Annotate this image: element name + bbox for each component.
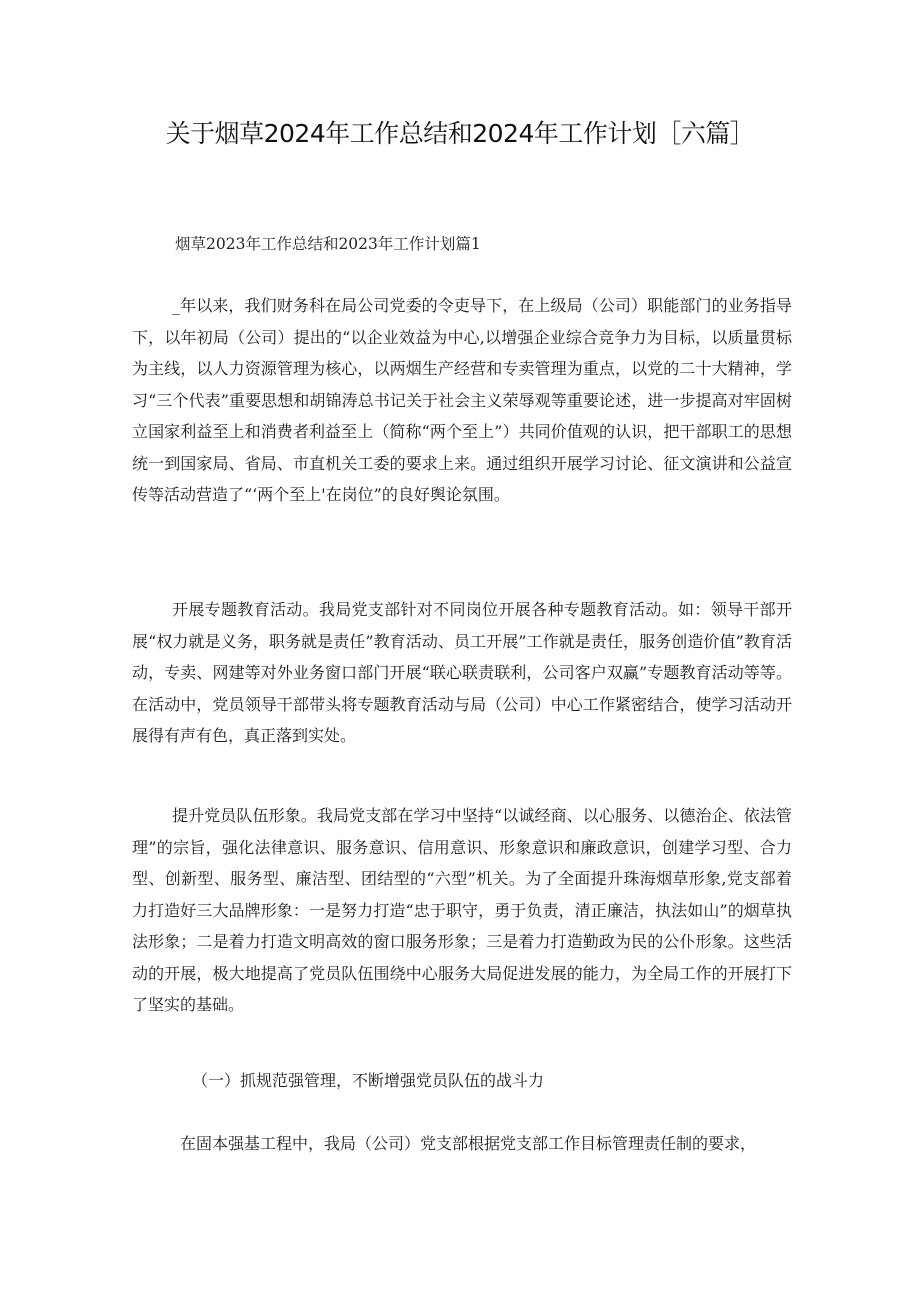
document-subtitle: 烟草2023年工作总结和2023年工作计划篇1 [175, 235, 481, 253]
section-heading: （一）抓规范强管理，不断增强党员队伍的战斗力 [192, 1071, 545, 1090]
paragraph-3: 提升党员队伍形象。我局党支部在学习中坚持“以诚经商、以心服务、以德治企、依法管理”的宗旨，强化法律意识、服务意识、信用意识、形象意识和廉政意识，创建学习型、合力型、创新型、服务型、廉洁型、团结型的“六型”机关。为了全面提升珠海烟草形象,党支部着力打造好三大品牌形象：一是努力打造“忠于职守，勇于负责，清正廉洁，执法如山”的烟草执法形象；二是着力打造文明高效的窗口服务形象；三是着力打造勤政为民的公仆形象。这些活动的开展，极大地提高了党员队伍围绕中心服务大局促进发展的能力，为全局工作的开展打下了坚实的基础。 [132, 806, 792, 1014]
document-title: 关于烟草2024年工作总结和2024年工作计划［六篇］ [165, 119, 755, 148]
paragraph-1: _年以来，我们财务科在局公司党委的令吏导下，在上级局（公司）职能部门的业务指导下，以年初局（公司）提出的“以企业效益为中心,以增强企业综合竞争力为目标，以质量贯标为主线，以人力资源管理为核心，以两烟生产经营和专卖管理为重点，以党的二十大精神，学习“三个代表”重要思想和胡锦涛总书记关于社会主义荣辱观等重要论述，进一步提高对牢固树立国家利益至上和消费者利益至上（简称“两个至上”）共同价值观的认识，把干部职工的思想统一到国家局、省局、市直机关工委的要求上来。通过组织开展学习讨论、征文演讲和公益宣传等活动营造了“‘两个至上'在岗位”的良好舆论氛围。 [132, 296, 792, 504]
paragraph-2: 开展专题教育活动。我局党支部针对不同岗位开展各种专题教育活动。如：领导干部开展“权力就是义务，职务就是责任”教育活动、员工开展”工作就是责任，服务创造价值”教育活动，专卖、网建等对外业务窗口部门开展“联心联责联利，公司客户双赢”专题教育活动等等。在活动中，党员领导干部带头将专题教育活动与局（公司）中心工作紧密结合，使学习活动开展得有声有色，真正落到实处。 [132, 600, 792, 745]
paragraph-4: 在固本强基工程中，我局（公司）党支部根据党支部工作目标管理责任制的要求， [180, 1134, 757, 1153]
